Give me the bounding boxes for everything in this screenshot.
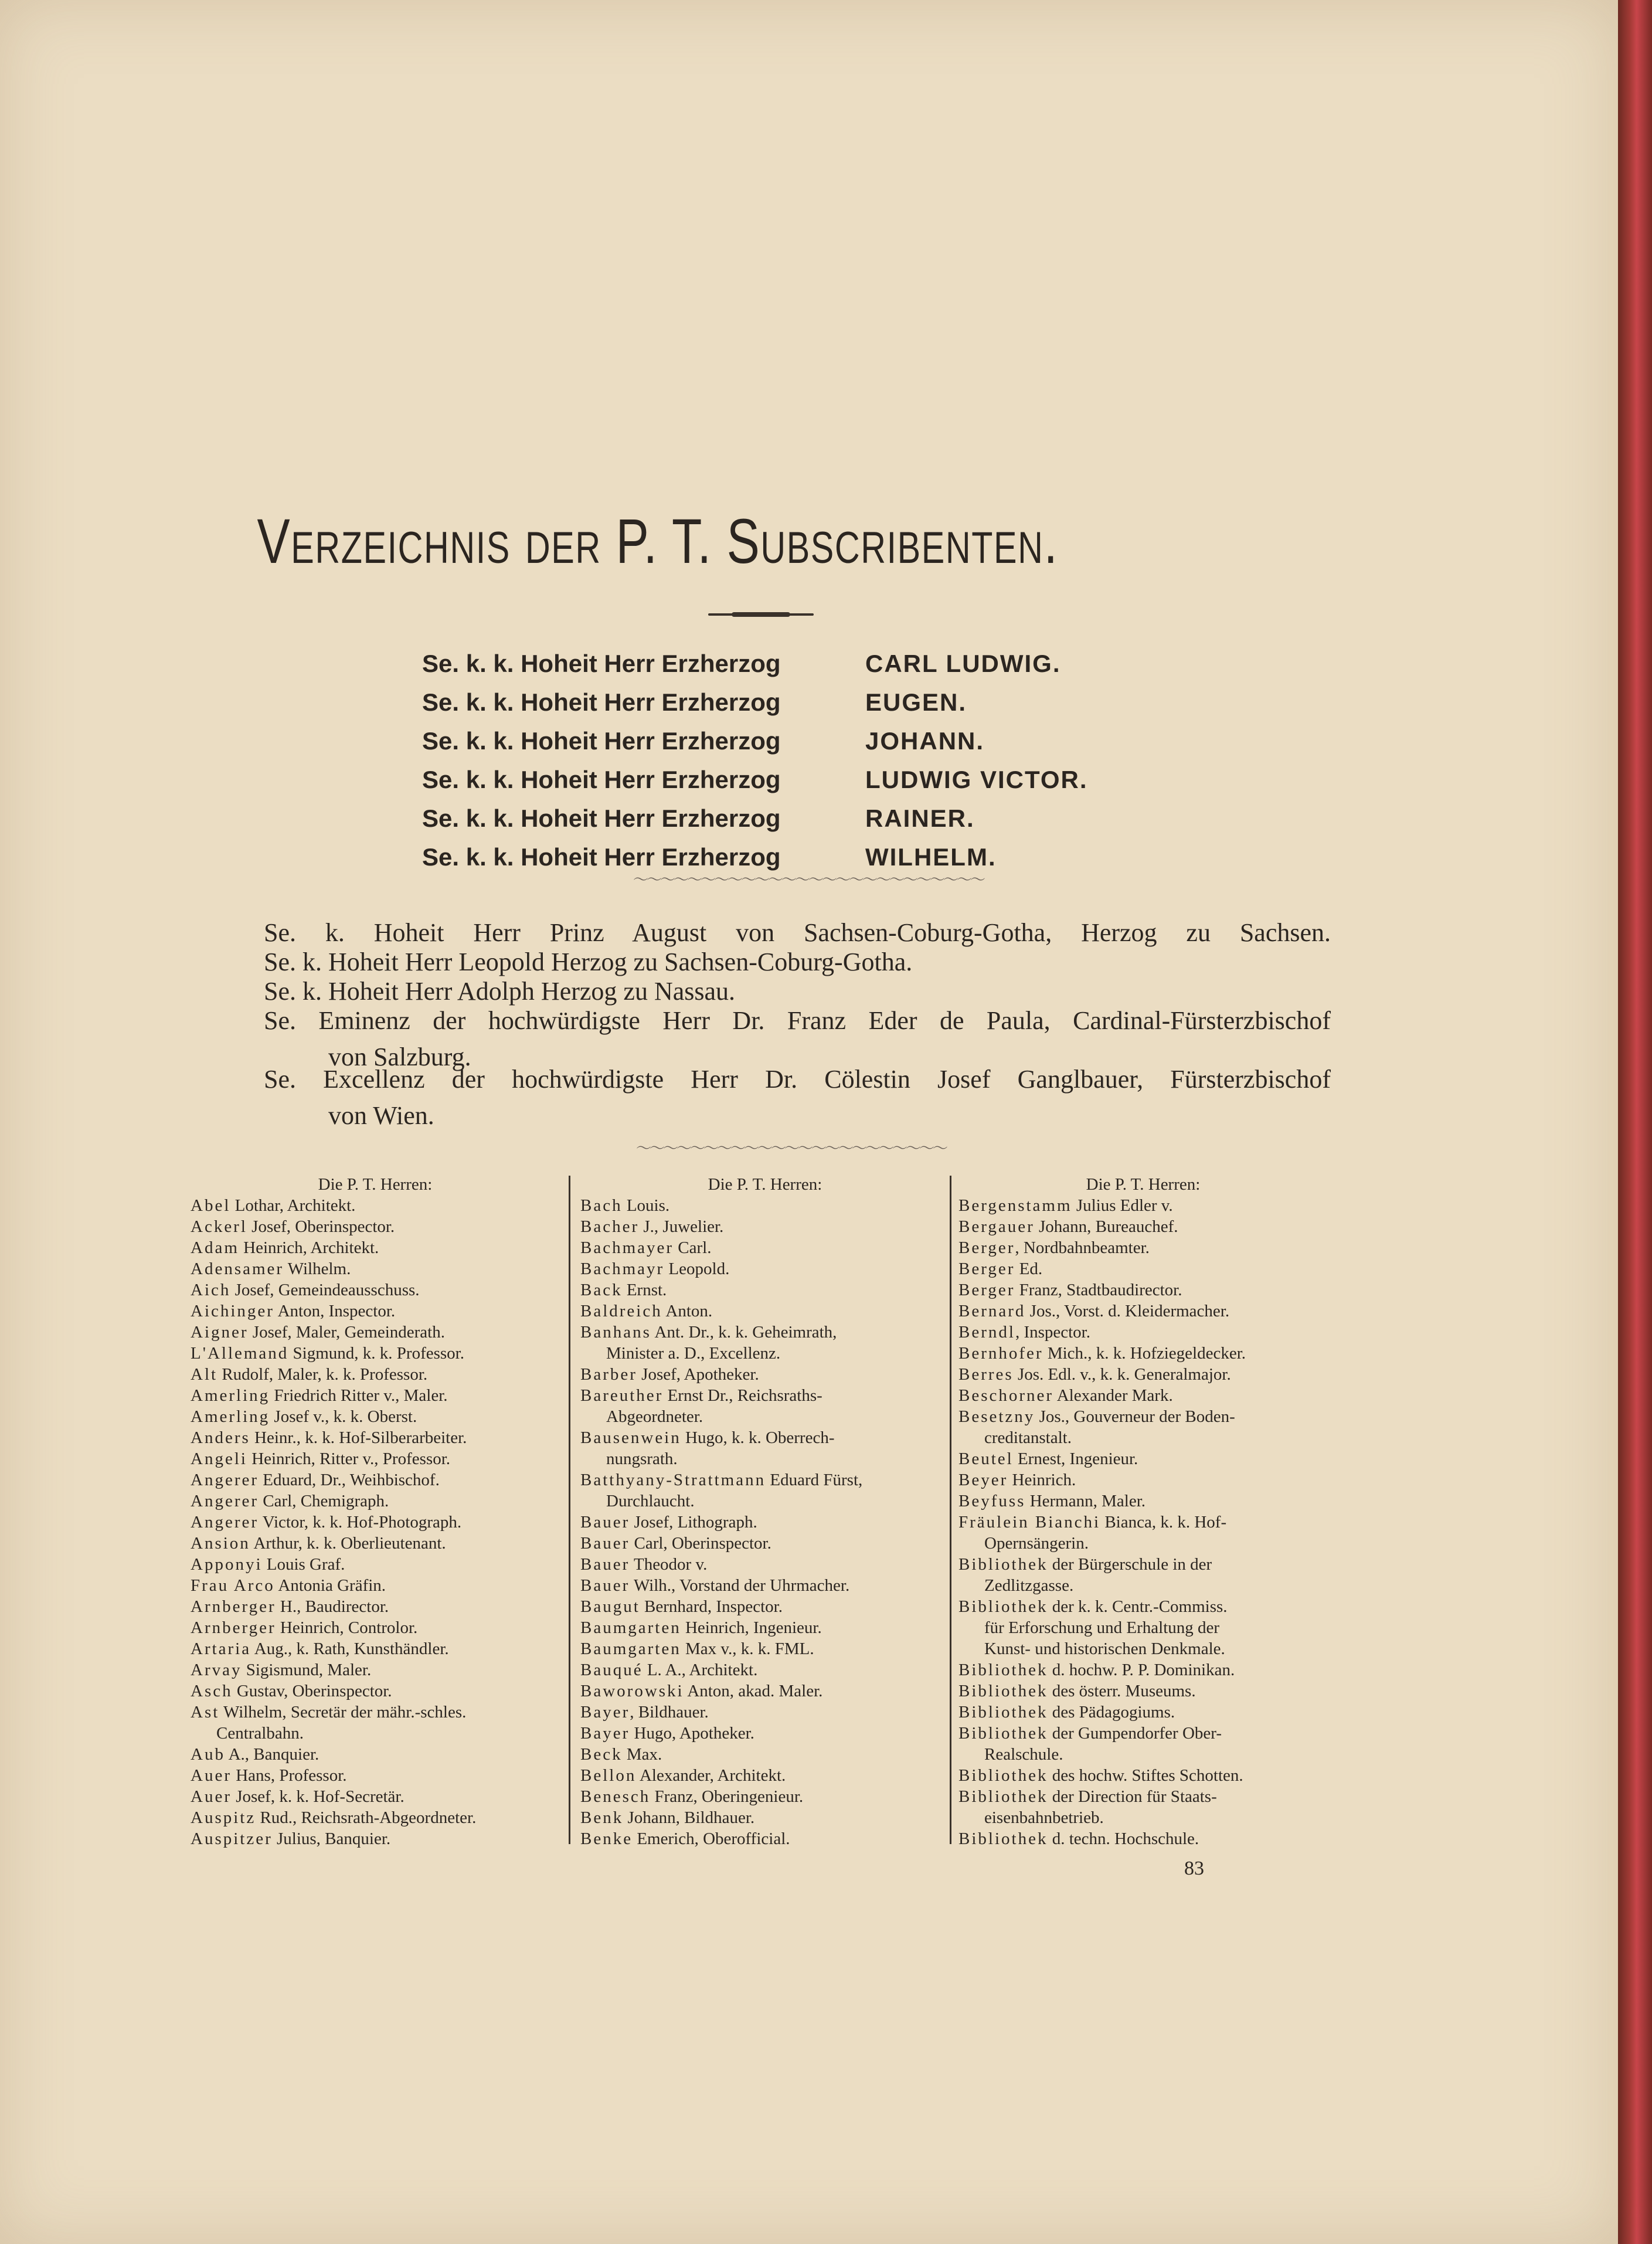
subscriber-name: Baumgarten — [580, 1618, 681, 1637]
subscriber-entry — [580, 1237, 950, 1258]
subscriber-detail: des österr. Museums. — [1048, 1682, 1196, 1700]
subscriber-name: Bibliothek — [958, 1555, 1048, 1574]
subscriber-detail: Friedrich Ritter v., Maler. — [270, 1386, 448, 1405]
subscriber-entry — [580, 1512, 950, 1533]
subscriber-detail: Max v., k. k. FML. — [681, 1639, 814, 1658]
subscriber-detail: Max. — [622, 1745, 662, 1764]
subscriber-name: Bayer — [580, 1724, 630, 1743]
subscriber-detail: Rud., Reichsrath-Abgeordneter. — [256, 1808, 477, 1827]
subscriber-name: Auer — [191, 1787, 232, 1806]
subscriber-detail: Hermann, Maler. — [1025, 1492, 1145, 1510]
subscriber-entry — [580, 1364, 950, 1385]
archduke-title: Se. k. k. Hoheit Herr Erzherzog — [422, 766, 781, 793]
subscriber-entry — [191, 1216, 560, 1237]
subscriber-name: Baldreich — [580, 1302, 662, 1320]
subscriber-entry — [580, 1469, 950, 1491]
subscriber-name: Artaria — [191, 1639, 251, 1658]
subscriber-entry — [958, 1659, 1328, 1681]
subscriber-entry — [958, 1491, 1328, 1512]
subscriber-detail: Josef, k. k. Hof-Secretär. — [231, 1787, 404, 1806]
subscriber-name: Bibliothek — [958, 1724, 1048, 1743]
subscriber-entry — [580, 1575, 950, 1596]
page-number: 83 — [1184, 1858, 1204, 1879]
subscriber-entry — [580, 1301, 950, 1322]
subscriber-name: Amerling — [191, 1407, 270, 1426]
archduke-name: LUDWIG VICTOR. — [865, 766, 1088, 793]
subscriber-detail: Ed. — [1015, 1260, 1043, 1278]
subscriber-continuation: Kunst- und historischen Denkmale. — [984, 1639, 1225, 1658]
subscriber-detail: Franz, Stadtbaudirector. — [1015, 1281, 1182, 1299]
subscriber-name: Beyfuss — [958, 1492, 1026, 1510]
subscriber-detail: d. hochw. P. P. Dominikan. — [1048, 1661, 1235, 1679]
subscriber-detail: Josef, Lithograph. — [630, 1513, 757, 1532]
subscriber-entry — [191, 1702, 560, 1723]
subscriber-entry — [191, 1406, 560, 1427]
subscriber-detail: L. A., Architekt. — [643, 1661, 758, 1679]
subscriber-entry — [191, 1554, 560, 1575]
title-rule — [708, 613, 814, 616]
subscriber-name: Baugut — [580, 1597, 640, 1616]
subscriber-entry — [958, 1237, 1328, 1258]
subscriber-entry — [580, 1258, 950, 1279]
column-rule-1 — [569, 1176, 570, 1844]
subscriber-entry — [191, 1343, 560, 1364]
subscriber-name: Berger — [958, 1238, 1015, 1257]
subscriber-detail: Hugo, k. k. Oberrech- — [681, 1428, 835, 1447]
archduke-title: Se. k. k. Hoheit Herr Erzherzog — [422, 650, 781, 677]
subscriber-continuation: Centralbahn. — [216, 1724, 304, 1743]
subscriber-entry — [191, 1385, 560, 1406]
subscriber-name: Bibliothek — [958, 1787, 1048, 1806]
noble-line: Se. Excellenz der hochwürdigste Herr Dr. Cölestin Josef Ganglbauer, Fürsterzbischof — [264, 1065, 1331, 1094]
archduke-name: EUGEN. — [865, 688, 967, 716]
subscriber-entry — [958, 1195, 1328, 1216]
subscriber-detail: Arthur, k. k. Oberlieutenant. — [250, 1534, 446, 1553]
subscriber-entry — [580, 1786, 950, 1807]
subscriber-detail: , Nordbahnbeamter. — [1015, 1238, 1150, 1257]
subscriber-name: Amerling — [191, 1386, 270, 1405]
subscriber-continuation: creditanstalt. — [984, 1428, 1072, 1447]
subscriber-entry — [191, 1279, 560, 1301]
subscriber-name: Baworowski — [580, 1682, 684, 1700]
subscriber-entry — [191, 1807, 560, 1828]
subscriber-detail: Josef v., k. k. Oberst. — [270, 1407, 417, 1426]
subscriber-name: Bacher — [580, 1217, 640, 1236]
subscriber-entry — [958, 1786, 1328, 1807]
subscriber-detail: Louis Graf. — [262, 1555, 345, 1574]
subscriber-entry — [191, 1617, 560, 1638]
subscriber-name: Adam — [191, 1238, 239, 1257]
subscriber-name: Ast — [191, 1703, 220, 1722]
subscriber-entry — [191, 1364, 560, 1385]
subscriber-entry — [580, 1554, 950, 1575]
subscriber-detail: Mich., k. k. Hofziegeldecker. — [1043, 1344, 1246, 1363]
subscriber-name: Bauqué — [580, 1661, 643, 1679]
subscriber-entry — [580, 1216, 950, 1237]
subscriber-entry — [580, 1681, 950, 1702]
subscriber-entry — [958, 1448, 1328, 1469]
column-rule-2 — [950, 1176, 951, 1844]
subscriber-detail: Anton, akad. Maler. — [684, 1682, 823, 1700]
subscriber-entry — [580, 1533, 950, 1554]
subscriber-continuation: Zedlitzgasse. — [984, 1576, 1074, 1595]
subscriber-detail: Victor, k. k. Hof-Photograph. — [259, 1513, 462, 1532]
subscriber-entry — [580, 1744, 950, 1765]
subscriber-continuation: Abgeordneter. — [606, 1407, 703, 1426]
subscriber-entry — [191, 1512, 560, 1533]
subscriber-detail: Carl, Oberinspector. — [630, 1534, 771, 1553]
noble-line: Se. k. Hoheit Herr Leopold Herzog zu Sachsen-Coburg-Gotha. — [264, 948, 913, 976]
subscriber-detail: Antonia Gräfin. — [274, 1576, 386, 1595]
subscriber-detail: , Inspector. — [1015, 1323, 1090, 1342]
subscriber-name: Angerer — [191, 1492, 259, 1510]
subscriber-entry — [958, 1364, 1328, 1385]
subscriber-name: Angerer — [191, 1471, 259, 1489]
subscriber-detail: Ernst Dr., Reichsraths- — [663, 1386, 822, 1405]
archduke-title: Se. k. k. Hoheit Herr Erzherzog — [422, 688, 781, 716]
subscriber-entry — [580, 1807, 950, 1828]
subscriber-name: Benk — [580, 1808, 624, 1827]
subscriber-detail: Josef, Gemeindeausschuss. — [230, 1281, 420, 1299]
subscriber-name: Arvay — [191, 1661, 242, 1679]
subscriber-name: Auer — [191, 1766, 232, 1785]
subscriber-name: Bergenstamm — [958, 1196, 1072, 1215]
subscriber-entry — [191, 1765, 560, 1786]
subscriber-entry — [191, 1469, 560, 1491]
subscriber-detail: A., Banquier. — [225, 1745, 319, 1764]
subscriber-name: Adensamer — [191, 1260, 284, 1278]
subscriber-entry — [191, 1828, 560, 1849]
noble-entry — [264, 1061, 1331, 1134]
noble-line: Se. k. Hoheit Herr Adolph Herzog zu Nassau. — [264, 977, 736, 1006]
subscriber-detail: Wilhelm. — [284, 1260, 351, 1278]
subscriber-name: Benke — [580, 1829, 633, 1848]
subscriber-name: Berndl — [958, 1323, 1015, 1342]
subscriber-column-c — [958, 1174, 1328, 1849]
subscriber-detail: Louis. — [622, 1196, 670, 1215]
subscriber-entry — [580, 1702, 950, 1723]
subscriber-detail: des Pädagogiums. — [1048, 1703, 1175, 1722]
subscriber-name: Frau Arco — [191, 1576, 275, 1595]
subscriber-detail: Sigismund, Maler. — [242, 1661, 372, 1679]
subscriber-entry — [958, 1322, 1328, 1343]
page-title: Verzeichnis der P. T. Subscribenten. — [257, 505, 1059, 576]
subscriber-name: Ansion — [191, 1534, 250, 1553]
subscriber-detail: Ernest, Ingenieur. — [1013, 1449, 1138, 1468]
subscriber-name: Bibliothek — [958, 1682, 1048, 1700]
subscriber-detail: H., Baudirector. — [276, 1597, 389, 1616]
subscriber-name: Bibliothek — [958, 1829, 1048, 1848]
subscriber-entry — [191, 1258, 560, 1279]
subscriber-entry — [580, 1596, 950, 1617]
subscriber-entry — [191, 1491, 560, 1512]
subscriber-entry — [958, 1258, 1328, 1279]
subscriber-detail: Jos. Edl. v., k. k. Generalmajor. — [1013, 1365, 1231, 1384]
subscriber-entry — [191, 1786, 560, 1807]
subscriber-continuation: Realschule. — [984, 1745, 1063, 1764]
subscriber-detail: Johann, Bildhauer. — [623, 1808, 755, 1827]
subscriber-detail: Alexander, Architekt. — [636, 1766, 786, 1785]
subscriber-name: Bellon — [580, 1766, 637, 1785]
subscriber-name: Auspitzer — [191, 1829, 273, 1848]
subscriber-detail: der k. k. Centr.-Commiss. — [1048, 1597, 1228, 1616]
noble-line: von Salzburg. — [328, 1043, 471, 1071]
subscriber-name: Auspitz — [191, 1808, 256, 1827]
subscriber-name: Berres — [958, 1365, 1014, 1384]
subscriber-detail: Carl. — [674, 1238, 712, 1257]
subscriber-detail: Rudolf, Maler, k. k. Professor. — [217, 1365, 428, 1384]
subscriber-continuation: eisenbahnbetrieb. — [984, 1808, 1104, 1827]
subscriber-name: Beck — [580, 1745, 623, 1764]
archduke-title: Se. k. k. Hoheit Herr Erzherzog — [422, 727, 781, 755]
subscriber-entry — [958, 1406, 1328, 1427]
subscriber-entry — [958, 1343, 1328, 1364]
subscriber-name: Anders — [191, 1428, 250, 1447]
subscriber-detail: Wilhelm, Secretär der mähr.-schles. — [219, 1703, 467, 1722]
subscriber-name: Arnberger — [191, 1597, 276, 1616]
subscriber-entry — [191, 1322, 560, 1343]
subscriber-name: Aich — [191, 1281, 231, 1299]
subscriber-detail: d. techn. Hochschule. — [1048, 1829, 1199, 1848]
subscriber-detail: Anton, Inspector. — [274, 1302, 396, 1320]
subscriber-detail: Hugo, Apotheker. — [630, 1724, 754, 1743]
subscriber-entry — [191, 1448, 560, 1469]
subscriber-detail: Lothar, Architekt. — [230, 1196, 356, 1215]
subscriber-detail: Hans, Professor. — [231, 1766, 347, 1785]
subscriber-name: Bibliothek — [958, 1766, 1048, 1785]
subscriber-name: Bareuther — [580, 1386, 664, 1405]
subscriber-entry — [191, 1744, 560, 1765]
archduke-name: WILHELM. — [865, 843, 997, 871]
subscriber-entry — [191, 1681, 560, 1702]
subscriber-detail: der Direction für Staats- — [1048, 1787, 1217, 1806]
subscriber-detail: Wilh., Vorstand der Uhrmacher. — [630, 1576, 850, 1595]
subscriber-name: Aichinger — [191, 1302, 274, 1320]
subscriber-entry — [191, 1237, 560, 1258]
subscriber-detail: Carl, Chemigraph. — [259, 1492, 389, 1510]
subscriber-name: Barber — [580, 1365, 637, 1384]
subscriber-entry — [958, 1828, 1328, 1849]
subscriber-continuation: Minister a. D., Excellenz. — [606, 1344, 781, 1363]
subscriber-detail: Jos., Gouverneur der Boden- — [1035, 1407, 1235, 1426]
subscriber-detail: Heinr., k. k. Hof-Silberarbeiter. — [250, 1428, 467, 1447]
subscriber-detail: Eduard Fürst, — [766, 1471, 863, 1489]
subscriber-entry — [580, 1723, 950, 1744]
subscriber-detail: Theodor v. — [630, 1555, 708, 1574]
subscriber-detail: Ernst. — [622, 1281, 667, 1299]
subscriber-name: Angeli — [191, 1449, 247, 1468]
book-spine-edge — [1618, 0, 1652, 2244]
noble-line: Se. Eminenz der hochwürdigste Herr Dr. Franz Eder de Paula, Cardinal-Fürsterzbischof — [264, 1006, 1331, 1035]
subscriber-name: Ackerl — [191, 1217, 247, 1236]
subscriber-detail: Ant. Dr., k. k. Geheimrath, — [651, 1323, 837, 1342]
subscriber-entry — [958, 1279, 1328, 1301]
subscriber-entry — [191, 1596, 560, 1617]
subscriber-detail: Gustav, Oberinspector. — [232, 1682, 392, 1700]
subscriber-detail: Franz, Oberingenieur. — [650, 1787, 804, 1806]
noble-line: von Wien. — [328, 1101, 434, 1130]
subscriber-detail: Bianca, k. k. Hof- — [1100, 1513, 1227, 1532]
subscriber-detail: Jos., Vorst. d. Kleidermacher. — [1025, 1302, 1230, 1320]
subscriber-name: Bauer — [580, 1534, 630, 1553]
noble-line: Se. k. Hoheit Herr Prinz August von Sachsen-Coburg-Gotha, Herzog zu Sachsen. — [264, 918, 1331, 947]
subscriber-name: Bernard — [958, 1302, 1026, 1320]
subscriber-entry — [191, 1638, 560, 1659]
subscriber-name: Beschorner — [958, 1386, 1054, 1405]
subscriber-detail: Bernhard, Inspector. — [640, 1597, 783, 1616]
subscriber-entry — [958, 1596, 1328, 1617]
subscriber-detail: , Bildhauer. — [630, 1703, 709, 1722]
subscriber-detail: Anton. — [662, 1302, 713, 1320]
subscriber-name: Benesch — [580, 1787, 651, 1806]
subscriber-detail: Josef, Oberinspector. — [247, 1217, 395, 1236]
subscriber-name: Besetzny — [958, 1407, 1035, 1426]
subscriber-column-a — [191, 1174, 560, 1849]
subscriber-entry — [580, 1279, 950, 1301]
archduke-title: Se. k. k. Hoheit Herr Erzherzog — [422, 804, 781, 832]
subscriber-name: Bachmayer — [580, 1238, 674, 1257]
column-heading: Die P. T. Herren: — [708, 1175, 822, 1194]
subscriber-column-b — [580, 1174, 950, 1849]
subscriber-name: Asch — [191, 1682, 233, 1700]
subscriber-detail: Josef, Apotheker. — [637, 1365, 759, 1384]
subscriber-name: Beutel — [958, 1449, 1014, 1468]
subscriber-detail: Josef, Maler, Gemeinderath. — [248, 1323, 445, 1342]
subscriber-entry — [958, 1554, 1328, 1575]
archduke-name: CARL LUDWIG. — [865, 650, 1061, 677]
archduke-name: JOHANN. — [865, 727, 985, 755]
subscriber-name: Alt — [191, 1365, 218, 1384]
subscriber-entry — [580, 1385, 950, 1406]
subscriber-entry — [958, 1469, 1328, 1491]
subscriber-name: Beyer — [958, 1471, 1008, 1489]
subscriber-detail: J., Juwelier. — [639, 1217, 724, 1236]
subscriber-entry — [191, 1427, 560, 1448]
subscriber-name: Bibliothek — [958, 1597, 1048, 1616]
subscriber-name: Back — [580, 1281, 623, 1299]
subscriber-entry — [580, 1322, 950, 1343]
subscriber-entry — [958, 1385, 1328, 1406]
subscriber-name: Bayer — [580, 1703, 630, 1722]
subscriber-name: Bachmayr — [580, 1260, 665, 1278]
subscriber-name: Angerer — [191, 1513, 259, 1532]
subscriber-name: Bibliothek — [958, 1703, 1048, 1722]
subscriber-detail: Emerich, Oberofficial. — [633, 1829, 790, 1848]
subscriber-entry — [580, 1617, 950, 1638]
subscriber-entry — [958, 1512, 1328, 1533]
subscriber-name: Aub — [191, 1745, 225, 1764]
subscriber-continuation: Durchlaucht. — [606, 1492, 695, 1510]
subscriber-detail: Heinrich, Ingenieur. — [681, 1618, 822, 1637]
archduke-title: Se. k. k. Hoheit Herr Erzherzog — [422, 843, 781, 871]
subscriber-name: Arnberger — [191, 1618, 276, 1637]
subscriber-name: Banhans — [580, 1323, 651, 1342]
subscriber-continuation: nungsrath. — [606, 1449, 678, 1468]
subscriber-entry — [958, 1765, 1328, 1786]
subscriber-detail: Eduard, Dr., Weihbischof. — [259, 1471, 440, 1489]
subscriber-entry — [580, 1765, 950, 1786]
subscriber-entry — [580, 1427, 950, 1448]
subscriber-detail: Heinrich, Architekt. — [239, 1238, 379, 1257]
archduke-name: RAINER. — [865, 804, 975, 832]
subscriber-detail: der Bürgerschule in der — [1048, 1555, 1212, 1574]
subscriber-name: Batthyany-Strattmann — [580, 1471, 766, 1489]
subscriber-entry — [958, 1216, 1328, 1237]
subscriber-entry — [958, 1702, 1328, 1723]
column-heading: Die P. T. Herren: — [1086, 1175, 1201, 1194]
subscriber-name: Berger — [958, 1281, 1015, 1299]
subscriber-entry — [958, 1301, 1328, 1322]
subscriber-continuation: für Erforschung und Erhaltung der — [984, 1618, 1220, 1637]
subscriber-entry — [191, 1195, 560, 1216]
subscriber-name: Bauer — [580, 1555, 630, 1574]
subscriber-name: Bach — [580, 1196, 623, 1215]
subscriber-entry — [191, 1301, 560, 1322]
subscriber-name: Bergauer — [958, 1217, 1035, 1236]
subscriber-name: Apponyi — [191, 1555, 263, 1574]
subscriber-name: Abel — [191, 1196, 231, 1215]
subscriber-entry — [958, 1681, 1328, 1702]
subscriber-detail: Alexander Mark. — [1053, 1386, 1173, 1405]
subscriber-detail: des hochw. Stiftes Schotten. — [1048, 1766, 1243, 1785]
subscriber-detail: Heinrich, Ritter v., Professor. — [247, 1449, 450, 1468]
subscriber-detail: Sigmund, k. k. Professor. — [288, 1344, 464, 1363]
subscriber-entry — [191, 1533, 560, 1554]
subscriber-detail: der Gumpendorfer Ober- — [1048, 1724, 1222, 1743]
subscriber-name: Bibliothek — [958, 1661, 1048, 1679]
subscriber-detail: Julius, Banquier. — [272, 1829, 391, 1848]
subscriber-entry — [580, 1195, 950, 1216]
subscriber-detail: Johann, Bureauchef. — [1034, 1217, 1178, 1236]
subscriber-detail: Leopold. — [664, 1260, 730, 1278]
subscriber-name: Aigner — [191, 1323, 249, 1342]
subscriber-name: Bauer — [580, 1513, 630, 1532]
subscriber-entry — [580, 1828, 950, 1849]
column-heading: Die P. T. Herren: — [318, 1175, 433, 1194]
subscriber-name: Bernhofer — [958, 1344, 1043, 1363]
subscriber-detail: Julius Edler v. — [1072, 1196, 1173, 1215]
subscriber-entry — [958, 1723, 1328, 1744]
subscriber-name: Berger — [958, 1260, 1015, 1278]
subscriber-name: Bauer — [580, 1576, 630, 1595]
subscriber-name: Baumgarten — [580, 1639, 681, 1658]
subscriber-detail: Heinrich. — [1008, 1471, 1076, 1489]
subscriber-continuation: Opernsängerin. — [984, 1534, 1089, 1553]
subscriber-entry — [191, 1659, 560, 1681]
ornament-divider-1: 〜〜〜〜〜〜〜〜〜〜〜〜〜〜〜〜〜〜〜〜〜〜〜〜〜〜 — [633, 871, 984, 889]
subscriber-detail: Heinrich, Controlor. — [276, 1618, 418, 1637]
subscriber-entry — [191, 1575, 560, 1596]
subscriber-name: L'Allemand — [191, 1344, 289, 1363]
subscriber-entry — [580, 1638, 950, 1659]
ornament-divider-2: 〜〜〜〜〜〜〜〜〜〜〜〜〜〜〜〜〜〜〜〜〜〜〜 — [636, 1140, 947, 1157]
subscriber-entry — [580, 1659, 950, 1681]
subscriber-name: Bausenwein — [580, 1428, 681, 1447]
subscriber-name: Fräulein Bianchi — [958, 1513, 1101, 1532]
subscriber-detail: Aug., k. Rath, Kunsthändler. — [251, 1639, 449, 1658]
